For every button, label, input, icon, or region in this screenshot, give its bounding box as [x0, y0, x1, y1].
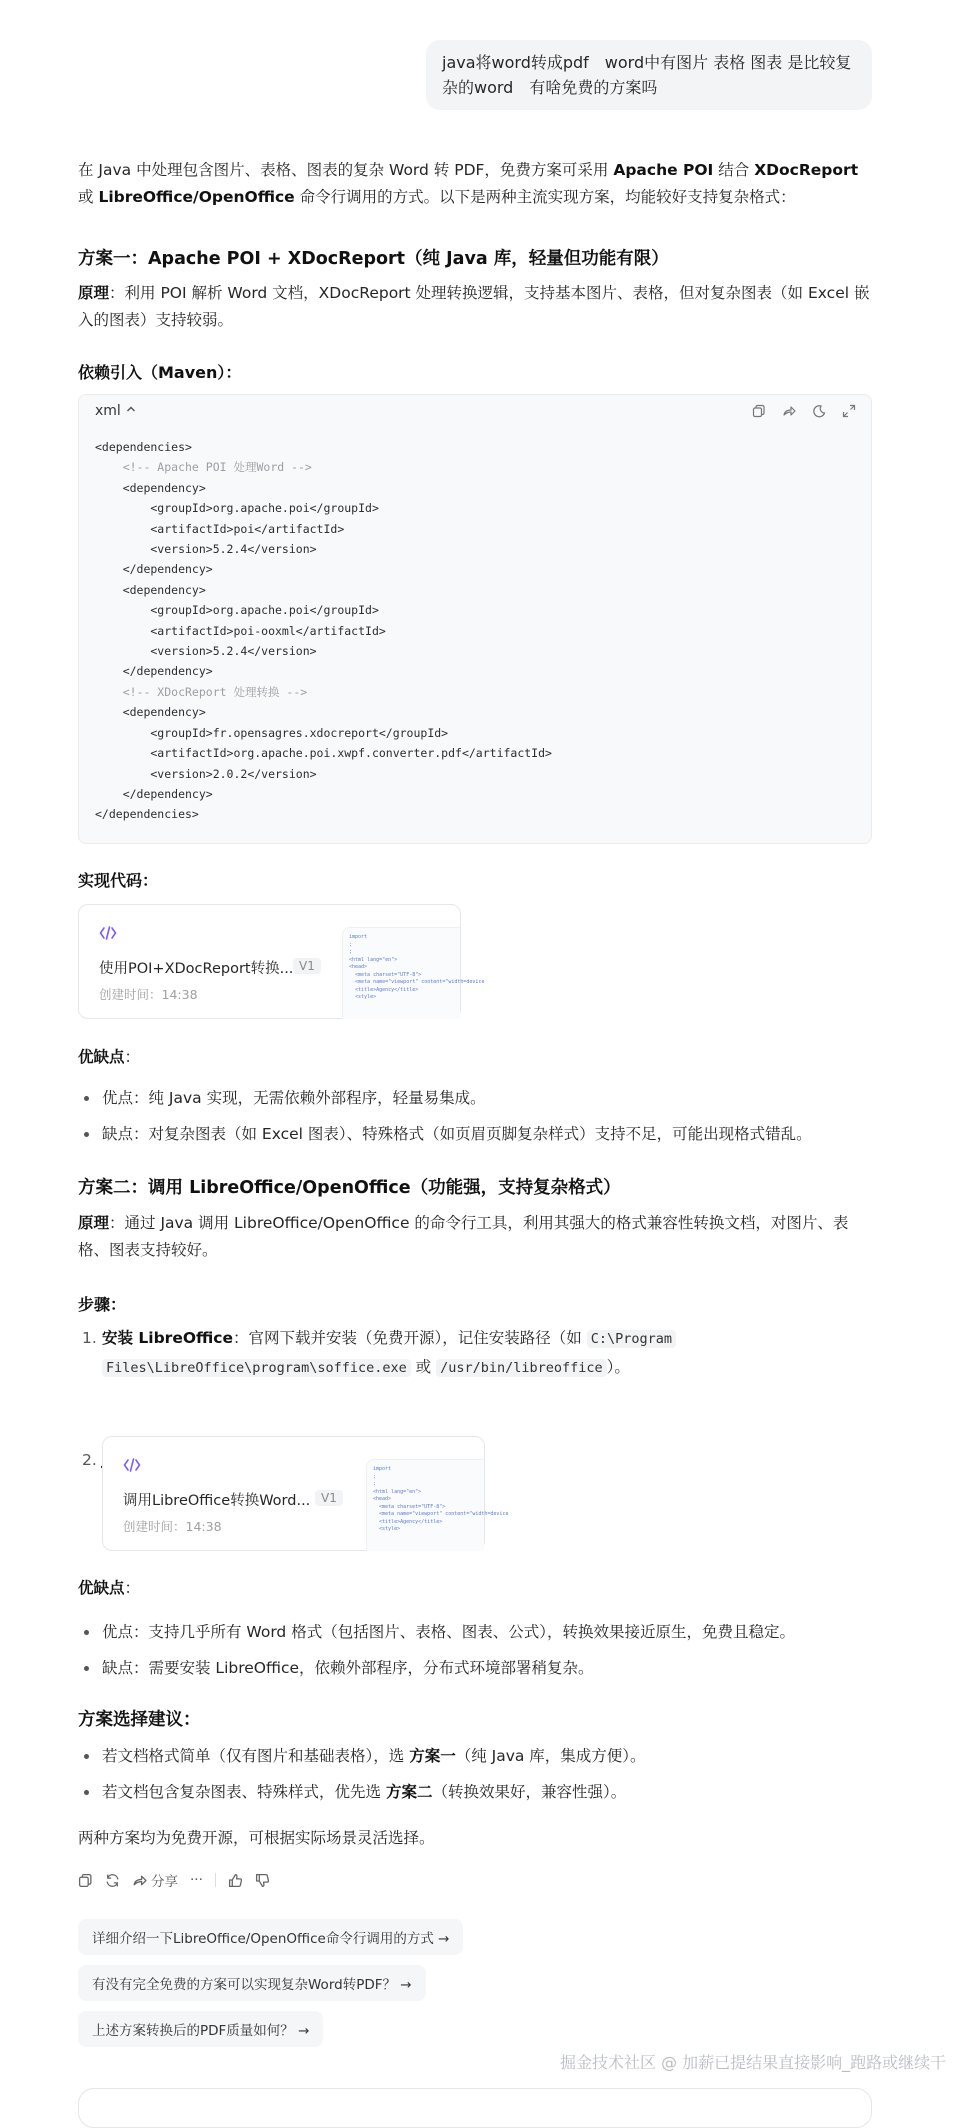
colon: ：	[124, 1579, 141, 1597]
step-1	[78, 1324, 872, 1382]
list-item: 缺点：需要安装 LibreOffice，依赖外部程序，分布式环境部署稍复杂。	[78, 1656, 872, 1681]
code-line: <!-- XDocReport 处理转换 -->	[95, 684, 308, 699]
dislike-button[interactable]	[255, 1873, 270, 1888]
code-line: <dependency>	[95, 582, 206, 597]
dark-mode-icon[interactable]	[811, 403, 827, 419]
code-line: <dependency>	[95, 480, 206, 495]
advice-list	[78, 1744, 872, 1816]
list-item	[78, 1744, 872, 1769]
advice-text: （转换效果好，兼容性强）。	[432, 1783, 627, 1801]
artifact-card-poi[interactable]	[78, 904, 485, 1019]
intro-text: 或	[78, 188, 99, 206]
intro-bold-xdoc: XDocReport	[754, 161, 859, 179]
artifact-title: 调用LibreOffice转换Word...	[123, 1493, 311, 1509]
plan2-pros-cons-list	[78, 1620, 872, 1692]
code-line: <artifactId>poi</artifactId>	[95, 521, 345, 536]
step-text: ：官网下载并安装（免费开源），记住安装路径（如	[233, 1329, 587, 1347]
artifact-card-libreoffice[interactable]	[102, 1436, 509, 1551]
list-item: 优点：支持几乎所有 Word 格式（包括图片、表格、图表、公式），转换效果接近原生，免费且稳定。	[78, 1620, 872, 1645]
code-line: <dependency>	[95, 705, 206, 720]
divider	[215, 1873, 216, 1887]
share-code-icon[interactable]	[781, 403, 797, 419]
artifact-title: 使用POI+XDocReport转换...	[99, 961, 294, 977]
more-button[interactable]: ···	[190, 1872, 203, 1888]
code-language-toggle[interactable]	[95, 403, 137, 419]
code-line: </dependency>	[95, 786, 213, 801]
intro-text: 命令行调用的方式。以下是两种主流实现方案，均能较好支持复杂格式：	[294, 188, 796, 206]
share-icon	[132, 1873, 147, 1888]
advice-text: （纯 Java 库，集成方便）。	[455, 1747, 646, 1765]
artifact-version-badge: V1	[293, 958, 321, 974]
list-item	[78, 1780, 872, 1805]
code-line: <groupId>org.apache.poi</groupId>	[95, 501, 379, 516]
plan2-pros-cons-label	[78, 1576, 140, 1598]
assistant-answer	[78, 150, 872, 2039]
intro-text: 结合	[713, 161, 755, 179]
intro-bold-libreoffice: LibreOffice/OpenOffice	[98, 188, 295, 206]
pros-cons-label: 优缺点	[78, 1048, 125, 1066]
plan1-pros-cons-label	[78, 1045, 140, 1067]
user-message-bubble	[426, 40, 872, 110]
thumbs-down-icon	[255, 1873, 270, 1888]
code-line: <version>2.0.2</version>	[95, 766, 317, 781]
artifact-created-time: 创建时间：14:38	[99, 987, 198, 1002]
code-line: <groupId>fr.opensagres.xdocreport</groupId>	[95, 725, 449, 740]
intro-bold-poi: Apache POI	[613, 161, 714, 179]
share-label: 分享	[151, 1874, 178, 1890]
artifact-thumbnail: import ; ; <html lang="en"> <head> <meta charset="UTF-8"> <meta name="viewport" content="width=device <title>Agency</title> <style>	[342, 927, 460, 1019]
suggestion-chip[interactable]: 上述方案转换后的PDF质量如何？ →	[78, 2011, 323, 2047]
code-line: <groupId>org.apache.poi</groupId>	[95, 603, 379, 618]
list-item: 缺点：对复杂图表（如 Excel 图表）、特殊格式（如页眉页脚复杂样式）支持不足，可能出现格式错乱。	[78, 1122, 872, 1147]
intro-paragraph	[78, 157, 872, 211]
code-line: </dependency>	[95, 664, 213, 679]
principle-label: 原理	[78, 284, 110, 302]
code-line: <version>5.2.4</version>	[95, 644, 317, 659]
step-number: 2.	[82, 1451, 97, 1469]
regenerate-button[interactable]	[105, 1873, 120, 1888]
copy-icon	[78, 1873, 93, 1888]
principle-label: 原理	[78, 1214, 110, 1232]
watermark: 掘金技术社区 @ 加薪已提结果直接影响_跑路或继续干	[560, 2053, 947, 2072]
steps-label: 步骤：	[78, 1295, 127, 1314]
suggestion-chip[interactable]: 详细介绍一下LibreOffice/OpenOffice命令行调用的方式 →	[78, 1919, 463, 1955]
pros-cons-label: 优缺点	[78, 1579, 125, 1597]
plan1-pros-cons-list	[78, 1086, 872, 1158]
step-number: 1.	[82, 1329, 97, 1347]
code-artifact-icon	[99, 925, 117, 945]
chat-input-box[interactable]	[78, 2088, 872, 2128]
code-line: <dependencies>	[95, 440, 192, 454]
plan2-heading: 方案二：调用 LibreOffice/OpenOffice（功能强，支持复杂格式）	[78, 1178, 621, 1198]
artifact-created-time: 创建时间：14:38	[123, 1519, 222, 1534]
principle-text: ：通过 Java 调用 LibreOffice/OpenOffice 的命令行工具，利用其强大的格式兼容性转换文档，对图片、表格、图表支持较好。	[78, 1214, 849, 1259]
code-line: <version>5.2.4</version>	[95, 542, 317, 557]
principle-text: ：利用 POI 解析 Word 文档，XDocReport 处理转换逻辑，支持基本图片、表格，但对复杂图表（如 Excel 嵌入的图表）支持较弱。	[78, 284, 870, 329]
advice-bold: 方案一	[409, 1747, 456, 1765]
code-line: <!-- Apache POI 处理Word -->	[95, 460, 312, 475]
expand-icon[interactable]	[841, 403, 857, 419]
step-text: 或	[410, 1358, 437, 1376]
plan1-heading: 方案一：Apache POI + XDocReport（纯 Java 库，轻量但功能有限）	[78, 249, 669, 269]
code-line: <artifactId>poi-ooxml</artifactId>	[95, 623, 386, 638]
conclusion: 两种方案均为免费开源，可根据实际场景灵活选择。	[78, 1829, 435, 1847]
user-message-text: java将word转成pdf word中有图片 表格 图表 是比较复杂的word 有啥免费的方案吗	[442, 53, 852, 97]
advice-heading: 方案选择建议：	[78, 1710, 201, 1730]
code-block-header	[79, 395, 871, 427]
thumbs-up-icon	[228, 1873, 243, 1888]
intro-text: 在 Java 中处理包含图片、表格、图表的复杂 Word 转 PDF，免费方案可采用	[78, 161, 614, 179]
colon: ：	[124, 1048, 141, 1066]
refresh-icon	[105, 1873, 120, 1888]
advice-text: 若文档格式简单（仅有图片和基础表格），选	[102, 1747, 410, 1765]
code-line: </dependencies>	[95, 807, 199, 822]
plan1-principle	[78, 280, 872, 334]
artifact-version-badge: V1	[315, 1490, 343, 1506]
code-language: xml	[95, 403, 121, 419]
share-button[interactable]	[132, 1870, 178, 1890]
step-title: 安装 LibreOffice	[102, 1329, 234, 1347]
code-toolbar	[751, 403, 857, 419]
deps-label: 依赖引入（Maven）：	[78, 363, 242, 382]
message-actions	[78, 1870, 270, 1890]
copy-icon[interactable]	[751, 403, 767, 419]
code-artifact-icon	[123, 1457, 141, 1477]
code-content	[79, 427, 871, 835]
code-line: <artifactId>org.apache.poi.xwpf.converter.pdf</artifactId>	[95, 746, 552, 761]
plan2-principle	[78, 1210, 872, 1264]
advice-text: 若文档包含复杂图表、特殊样式，优先选	[102, 1783, 386, 1801]
impl-label: 实现代码：	[78, 871, 159, 890]
suggestion-chip[interactable]: 有没有完全免费的方案可以实现复杂Word转PDF？ →	[78, 1965, 426, 2001]
code-block	[78, 394, 872, 844]
code-line: </dependency>	[95, 562, 213, 577]
advice-bold: 方案二	[385, 1783, 433, 1801]
inline-code: Files\LibreOffice\program\soffice.exe	[102, 1359, 411, 1377]
step-text: ）。	[606, 1358, 630, 1376]
copy-button[interactable]	[78, 1873, 93, 1888]
list-item: 优点：纯 Java 实现，无需依赖外部程序，轻量易集成。	[78, 1086, 872, 1111]
chevron-up-icon	[125, 403, 137, 419]
artifact-thumbnail: import ; ; <html lang="en"> <head> <meta charset="UTF-8"> <meta name="viewport" content="width=device <title>Agency</title> <style>	[366, 1459, 484, 1551]
inline-code: /usr/bin/libreoffice	[436, 1359, 607, 1377]
like-button[interactable]	[228, 1873, 243, 1888]
inline-code: C:\Program	[587, 1330, 676, 1348]
